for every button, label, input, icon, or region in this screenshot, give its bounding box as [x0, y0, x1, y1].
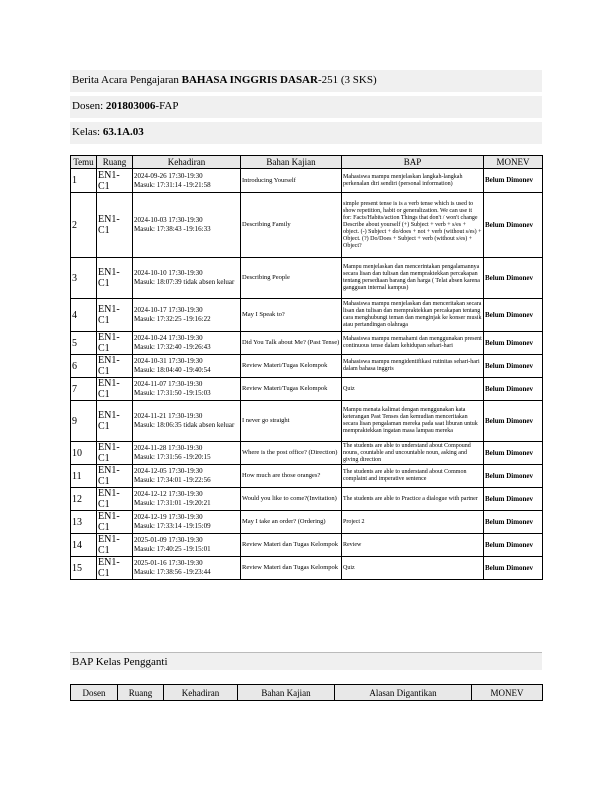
attendance-cell — [133, 299, 241, 332]
bap-cell: Review — [342, 534, 484, 557]
meeting-number: 14 — [71, 534, 97, 557]
topic-cell: Describing People — [241, 258, 342, 299]
attendance-text: Masuk: 17:32:25 -19:16:22 — [134, 315, 211, 323]
dosen-code: 201803006 — [105, 100, 156, 112]
table-row — [71, 299, 543, 332]
meeting-number: 1 — [71, 169, 97, 193]
meeting-number: 6 — [71, 355, 97, 378]
topic-cell: Did You Talk about Me? (Past Tense) — [241, 332, 342, 355]
kelas-value: 63.1A.03 — [102, 126, 144, 138]
attendance-text: Masuk: 17:31:01 -19:20:21 — [134, 499, 211, 507]
table-row — [71, 465, 543, 488]
topic-cell: Review Materi/Tugas Kelompok — [241, 378, 342, 401]
meeting-number: 5 — [71, 332, 97, 355]
topic-cell: May I Speak to? — [241, 299, 342, 332]
course-title — [70, 70, 542, 92]
room-cell: EN1-C1 — [97, 332, 133, 355]
attendance-text: Masuk: 17:38:43 -19:16:33 — [134, 225, 211, 233]
course-name: BAHASA INGGRIS DASAR — [181, 74, 318, 86]
bap-cell: Mampu menjelaskan dan mencerintakan pengalamannya secara lisan dan tulisan dan mempraktekkan percakapan tentang persediaan barang dan harga ( Telat absen karena gangguan internal kampus) — [342, 258, 484, 299]
schedule-text: 2025-01-09 17:30-19:30 — [134, 536, 203, 544]
bap-cell: Mahasiswa mampu menjelaskan dan menceritakan secara lisan dan tulisan dan mempraktekkan percakapan tentang cara menghubungi teman dan menginjak ke konser musik atau pertandingan olahraga — [342, 299, 484, 332]
schedule-text: 2024-10-03 17:30-19:30 — [134, 216, 203, 224]
table-row — [71, 442, 543, 465]
attendance-cell — [133, 465, 241, 488]
meeting-number: 7 — [71, 378, 97, 401]
col-temu: Temu — [71, 156, 97, 169]
monev-status: Belum Dimonev — [484, 401, 543, 442]
room-cell: EN1-C1 — [97, 355, 133, 378]
schedule-text: 2024-10-31 17:30-19:30 — [134, 357, 203, 365]
attendance-cell — [133, 193, 241, 258]
monev-status: Belum Dimonev — [484, 332, 543, 355]
table-row — [71, 332, 543, 355]
attendance-cell — [133, 534, 241, 557]
schedule-text: 2024-10-17 17:30-19:30 — [134, 306, 203, 314]
room-cell: EN1-C1 — [97, 557, 133, 580]
bap-cell: Mahasiswa mampu memahami dan menggunakan present continuous tense dalam kehidupan sehari-hari — [342, 332, 484, 355]
bap-cell: simple present tense is is a verb tense which is used to show repetition, habit or generalization. We can use it for: Facts/Habits/action Things that don't / won't change Describe about yourself (+) Subject + verb + s/es + object. (-) Subject + do/does + not + verb (without s/es) + Object. (?) Do/Does + Subject + verb (without s/es) + Object? — [342, 193, 484, 258]
topic-cell: May I take an order? (Ordering) — [241, 511, 342, 534]
dosen-suffix: -FAP — [155, 100, 179, 112]
monev-status: Belum Dimonev — [484, 488, 543, 511]
attendance-cell — [133, 355, 241, 378]
meeting-number: 11 — [71, 465, 97, 488]
bap-cell: Mahasiswa mampu mengidentifikasi rutinitas sehari-hari dalam bahasa inggris — [342, 355, 484, 378]
attendance-text: Masuk: 18:06:35 tidak absen keluar — [134, 421, 235, 429]
monev-status: Belum Dimonev — [484, 511, 543, 534]
topic-cell: Review Materi/Tugas Kelompok — [241, 355, 342, 378]
meeting-number: 10 — [71, 442, 97, 465]
bap-cell: The students are able to understand about Common complaint and imperative sentence — [342, 465, 484, 488]
attendance-cell — [133, 442, 241, 465]
col-bahan-kajian: Bahan Kajian — [238, 685, 335, 701]
kelas-label: Kelas: — [72, 126, 103, 138]
monev-status: Belum Dimonev — [484, 442, 543, 465]
table-row — [71, 557, 543, 580]
room-cell: EN1-C1 — [97, 258, 133, 299]
schedule-text: 2024-12-19 17:30-19:30 — [134, 513, 203, 521]
title-prefix: Berita Acara Pengajaran — [72, 74, 182, 86]
bap-cell: Project 2 — [342, 511, 484, 534]
room-cell: EN1-C1 — [97, 169, 133, 193]
attendance-cell — [133, 332, 241, 355]
attendance-cell — [133, 258, 241, 299]
attendance-text: Masuk: 18:07:39 tidak absen keluar — [134, 278, 235, 286]
table-row — [71, 488, 543, 511]
monev-status: Belum Dimonev — [484, 534, 543, 557]
room-cell: EN1-C1 — [97, 193, 133, 258]
attendance-text: Masuk: 17:40:25 -19:15:01 — [134, 545, 211, 553]
schedule-text: 2024-09-26 17:30-19:30 — [134, 171, 203, 180]
table-row — [71, 534, 543, 557]
monev-status: Belum Dimonev — [484, 299, 543, 332]
col-monev: MONEV — [484, 156, 543, 169]
room-cell: EN1-C1 — [97, 442, 133, 465]
room-cell: EN1-C1 — [97, 378, 133, 401]
meeting-number: 3 — [71, 258, 97, 299]
attendance-text: Masuk: 17:31:50 -19:15:03 — [134, 389, 211, 397]
table-row — [71, 511, 543, 534]
attendance-cell — [133, 511, 241, 534]
col-bap: BAP — [342, 156, 484, 169]
monev-status: Belum Dimonev — [484, 378, 543, 401]
class-line — [70, 122, 542, 144]
bap-cell: Quiz — [342, 557, 484, 580]
pengganti-title: BAP Kelas Pengganti — [70, 652, 542, 670]
col-ruang: Ruang — [97, 156, 133, 169]
bap-cell: Mampu menata kalimat dengan menggunakan kata keterangan Past Tenses dan kemudian menceritakan secara lisan pengalaman mereka pada saat liburan untuk mempraktekkan ingatan masa lampau mereka — [342, 401, 484, 442]
attendance-text: Masuk: 17:34:01 -19:22:56 — [134, 476, 211, 484]
schedule-text: 2024-12-05 17:30-19:30 — [134, 467, 203, 475]
topic-cell: Where is the post office? (Direction) — [241, 442, 342, 465]
schedule-text: 2024-10-10 17:30-19:30 — [134, 269, 203, 277]
bap-cell: The students are able to understand about Compound nouns, countable and uncountable noun, asking and giving direction — [342, 442, 484, 465]
attendance-text: Masuk: 17:31:56 -19:20:15 — [134, 453, 211, 461]
topic-cell: I never go straight — [241, 401, 342, 442]
meeting-number: 12 — [71, 488, 97, 511]
table-row — [71, 193, 543, 258]
pengganti-header-row — [71, 685, 543, 701]
bap-cell: The students are able to Practice a dialogue with partner — [342, 488, 484, 511]
room-cell: EN1-C1 — [97, 299, 133, 332]
schedule-text: 2024-11-28 17:30-19:30 — [134, 444, 203, 452]
attendance-cell — [133, 401, 241, 442]
bap-cell: Quiz — [342, 378, 484, 401]
meeting-number: 4 — [71, 299, 97, 332]
table-header-row — [71, 156, 543, 169]
attendance-cell — [133, 378, 241, 401]
room-cell: EN1-C1 — [97, 534, 133, 557]
monev-status: Belum Dimonev — [484, 557, 543, 580]
schedule-text: 2024-11-07 17:30-19:30 — [134, 380, 203, 388]
monev-status: Belum Dimonev — [484, 465, 543, 488]
attendance-cell — [133, 557, 241, 580]
table-row — [71, 401, 543, 442]
col-kehadiran: Kehadiran — [164, 685, 238, 701]
attendance-text: Masuk: 17:32:40 -19:26:43 — [134, 343, 211, 351]
room-cell: EN1-C1 — [97, 488, 133, 511]
schedule-text: 2024-11-21 17:30-19:30 — [134, 412, 203, 420]
monev-status: Belum Dimonev — [484, 355, 543, 378]
monev-status: Belum Dimonev — [484, 258, 543, 299]
attendance-text: Masuk: 17:33:14 -19:15:09 — [134, 522, 211, 530]
col-ruang: Ruang — [118, 685, 164, 701]
attendance-cell — [133, 488, 241, 511]
monev-status: Belum Dimonev — [484, 169, 543, 193]
topic-cell: Describing Family — [241, 193, 342, 258]
bap-cell: Mahasiswa mampu menjelaskan langkah-langkah perkenalan diri sendiri (personal information) — [342, 169, 484, 193]
table-row — [71, 355, 543, 378]
room-cell: EN1-C1 — [97, 511, 133, 534]
pengganti-table — [70, 684, 543, 701]
topic-cell: Review Materi dan Tugas Kelompok — [241, 557, 342, 580]
table-row — [71, 378, 543, 401]
schedule-text: 2025-01-16 17:30-19:30 — [134, 559, 203, 567]
attendance-cell — [133, 169, 241, 193]
topic-cell: Introducing Yourself — [241, 169, 342, 193]
meeting-number: 2 — [71, 193, 97, 258]
topic-cell: Review Materi dan Tugas Kelompok — [241, 534, 342, 557]
col-dosen: Dosen — [71, 685, 118, 701]
schedule-text: 2024-12-12 17:30-19:30 — [134, 490, 203, 498]
col-alasan: Alasan Digantikan — [335, 685, 472, 701]
attendance-text: Masuk: 18:04:40 -19:40:54 — [134, 366, 211, 374]
col-monev: MONEV — [472, 685, 543, 701]
lecturer-line — [70, 96, 542, 118]
room-cell: EN1-C1 — [97, 401, 133, 442]
meeting-number: 9 — [71, 401, 97, 442]
meeting-number: 13 — [71, 511, 97, 534]
attendance-text: Masuk: 17:31:14 -19:21:58 — [134, 180, 211, 189]
col-kehadiran: Kehadiran — [133, 156, 241, 169]
attendance-text: Masuk: 17:38:56 -19:23:44 — [134, 568, 211, 576]
dosen-label: Dosen: — [72, 100, 106, 112]
monev-status: Belum Dimonev — [484, 193, 543, 258]
col-bahan-kajian: Bahan Kajian — [241, 156, 342, 169]
meeting-number: 15 — [71, 557, 97, 580]
title-suffix: -251 (3 SKS) — [317, 74, 377, 86]
room-cell: EN1-C1 — [97, 465, 133, 488]
schedule-text: 2024-10-24 17:30-19:30 — [134, 334, 203, 342]
table-row — [71, 258, 543, 299]
topic-cell: How much are those oranges? — [241, 465, 342, 488]
bap-table — [70, 155, 543, 580]
topic-cell: Would you like to come?(Invitation) — [241, 488, 342, 511]
table-row — [71, 169, 543, 193]
